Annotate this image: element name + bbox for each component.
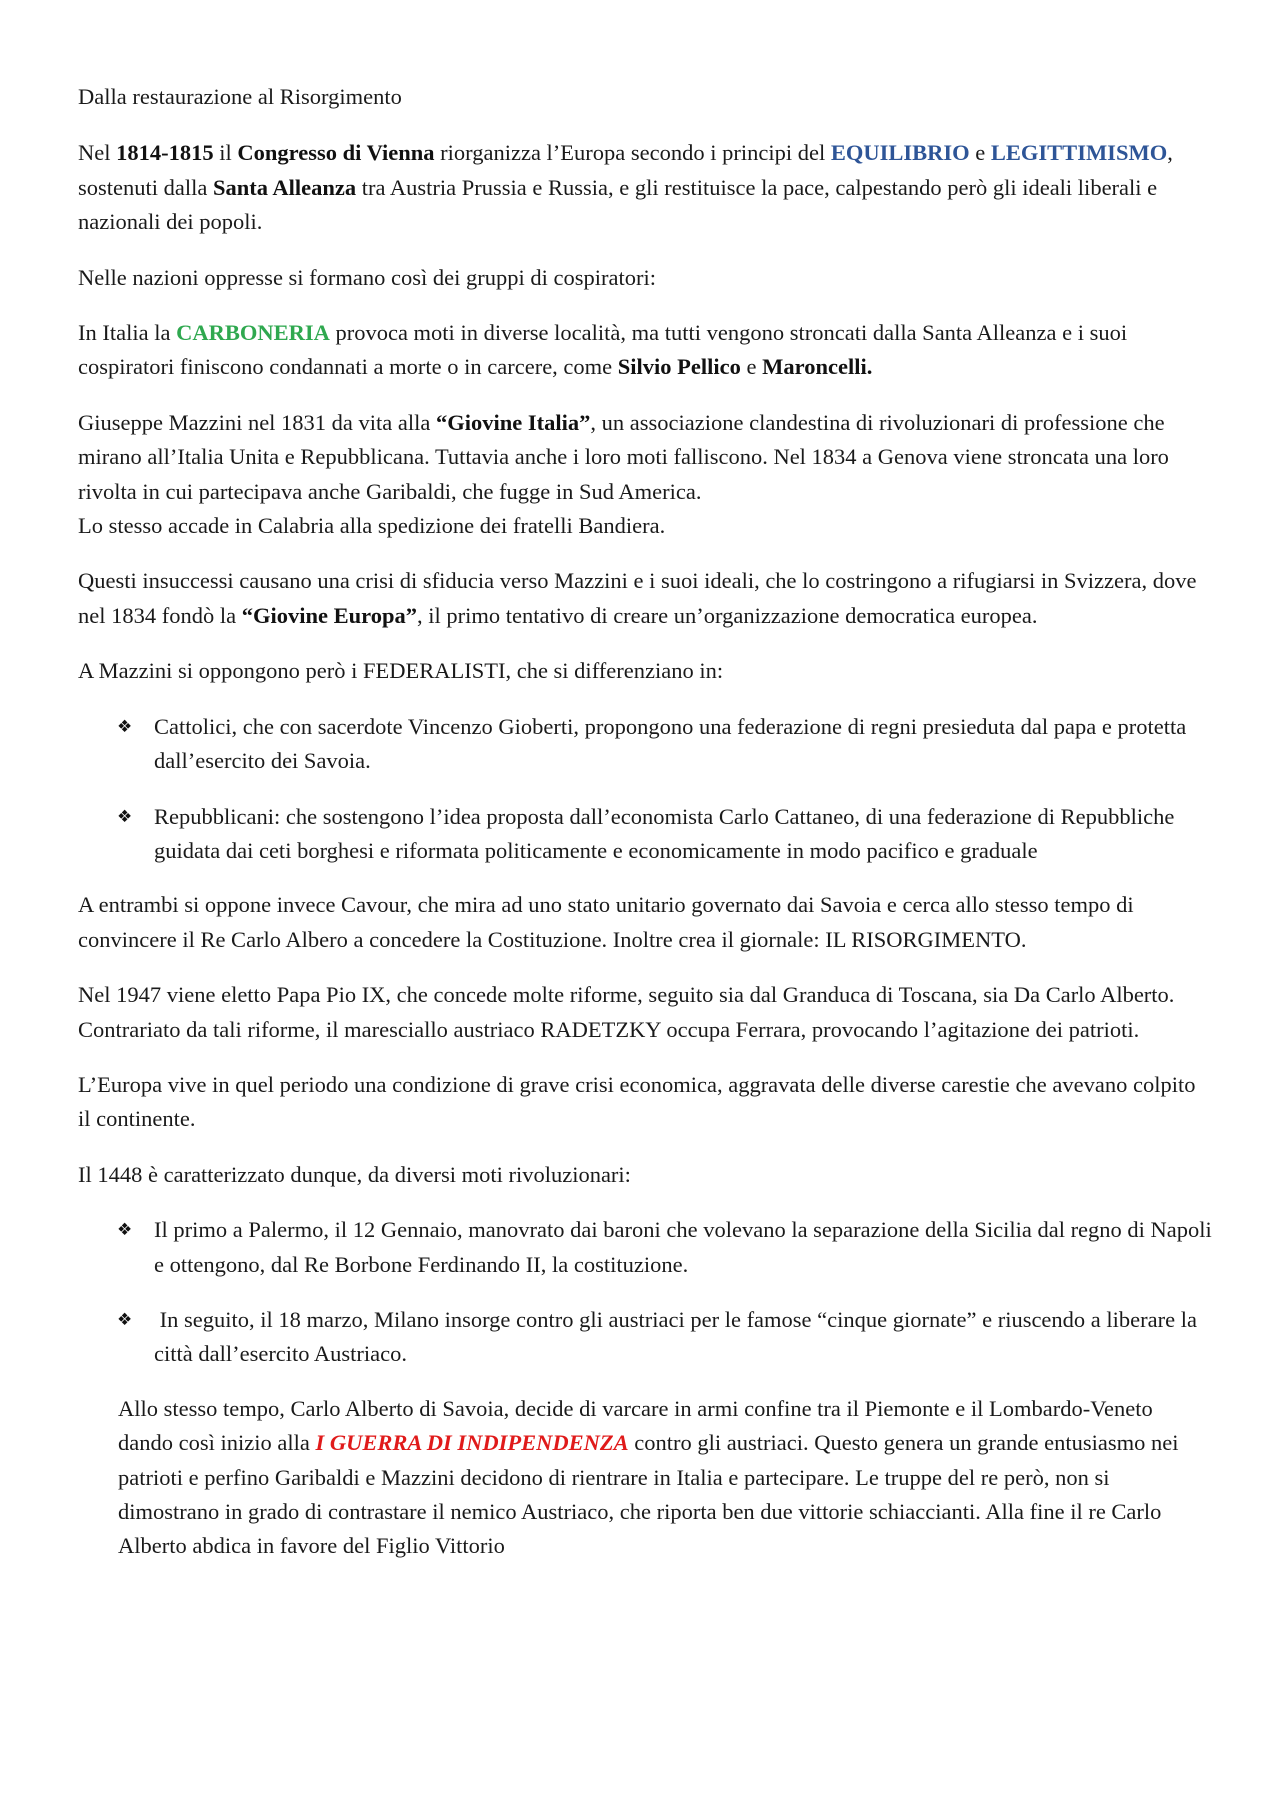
bold-giovine-europa: “Giovine Europa”: [241, 602, 417, 628]
text-run: e: [740, 354, 763, 380]
text-run: il: [213, 140, 238, 166]
text-run: provoca moti in diverse località, ma tutti vengono stroncati dalla Santa Alleanza e i suoi cospiratori finiscono condannati a morte o in carcere, come: [78, 320, 1128, 380]
text-run: Lo stesso accade in Calabria alla spedizione dei fratelli Bandiera.: [78, 513, 666, 539]
paragraph-guerra-indipendenza: [78, 1392, 1212, 1564]
text-run: tra Austria Prussia e Russia, e gli restituisce la pace, calpestando però gli ideali liberali e nazionali dei popoli.: [78, 174, 1158, 235]
paragraph-cospiratori: Nelle nazioni oppresse si formano così dei gruppi di cospiratori:: [78, 264, 656, 290]
text-run: e: [969, 140, 991, 166]
list-item-text: Il primo a Palermo, il 12 Gennaio, manovrato dai baroni che volevano la separazione della Sicilia dal regno di Napoli e ottengono, dal Re Borbone Ferdinando II, la costituzione.: [154, 1217, 1212, 1277]
paragraph-congresso-vienna: [78, 136, 1212, 239]
bold-dates: 1814-1815: [116, 140, 214, 166]
list-item: [117, 800, 1212, 869]
text-run: Allo stesso tempo, Carlo Alberto di Savoia, decide di varcare in armi confine tra il Piemonte e il Lombardo-Veneto dando così inizio alla: [118, 1395, 1153, 1456]
paragraph-carboneria: [78, 316, 1212, 385]
text-run: Nel: [78, 140, 117, 166]
text-run: , sostenuti dalla: [78, 140, 1173, 200]
list-item: [117, 710, 1212, 779]
text-run: contro gli austriaci. Questo genera un grande entusiasmo nei patrioti e perfino Garibaldi e Mazzini decidono di rientrare in Italia e partecipare. Le truppe del re però, non si dimostrano in grado di contrastare il nemico Austriaco, che riporta ben due vittorie schiaccianti. Alla fine il re Carlo Alberto abdica in favore del Figlio Vittorio: [118, 1430, 1179, 1559]
moti-list: [78, 1213, 1212, 1372]
federalisti-list: [78, 710, 1212, 869]
diamond-bullet-icon: ❖: [117, 1220, 133, 1241]
paragraph-pio-ix: Nel 1947 viene eletto Papa Pio IX, che concede molte riforme, seguito sia dal Granduca di Toscana, sia Da Carlo Alberto. Contrariato da tali riforme, il maresciallo austriaco RADETZKY occupa Ferrara, provocando l’agitazione dei patrioti.: [78, 982, 1175, 1042]
diamond-bullet-icon: ❖: [117, 806, 133, 827]
text-run: riorganizza l’Europa secondo i principi del: [434, 140, 831, 166]
text-run: Questi insuccessi causano una crisi di sfiducia verso Mazzini e i suoi ideali, che lo costringono a rifugiarsi in Svizzera, dove nel 1834 fondò la: [78, 568, 1197, 628]
list-item-text: In seguito, il 18 marzo, Milano insorge contro gli austriaci per le famose “cinque giornate” e riuscendo a liberare la città dall’esercito Austriaco.: [154, 1306, 1203, 1367]
bold-maroncelli: Maroncelli.: [762, 354, 873, 380]
bold-santa-alleanza: Santa Alleanza: [212, 174, 357, 200]
paragraph-cavour: A entrambi si oppone invece Cavour, che mira ad uno stato unitario governato dai Savoia e cerca allo stesso tempo di convincere il Re Carlo Albero a concedere la Costituzione. Inoltre crea il giornale: IL RISORGIMENTO.: [78, 892, 1134, 952]
highlight-legittimismo: LEGITTIMISMO: [990, 140, 1168, 166]
list-item-text: Cattolici, che con sacerdote Vincenzo Gioberti, propongono una federazione di regni presieduta dal papa e protetta dall’esercito dei Savoia.: [154, 713, 1187, 774]
bold-giovine-italia: “Giovine Italia”: [436, 409, 591, 435]
paragraph-giovine-italia: [78, 406, 1212, 544]
document-title: Dalla restaurazione al Risorgimento: [78, 84, 402, 109]
diamond-bullet-icon: ❖: [117, 1309, 133, 1330]
diamond-bullet-icon: ❖: [117, 716, 133, 737]
paragraph-crisi-economica: L’Europa vive in quel periodo una condizione di grave crisi economica, aggravata delle diverse carestie che avevano colpito il continente.: [78, 1071, 1196, 1132]
bold-congresso: Congresso di Vienna: [237, 140, 435, 166]
highlight-guerra-indipendenza: I GUERRA DI INDIPENDENZA: [315, 1430, 629, 1456]
text-run: , un associazione clandestina di rivoluzionari di professione che mirano all’Italia Unita e Repubblicana. Tuttavia anche i loro moti falliscono. Nel 1834 a Genova viene stroncata una loro rivolta in cui partecipava anche Garibaldi, che fugge in Sud America.: [78, 409, 1169, 504]
text-run: In Italia la: [78, 320, 177, 346]
list-item: [117, 1213, 1212, 1282]
text-run: , il primo tentativo di creare un’organizzazione democratica europea.: [416, 602, 1038, 628]
list-item: [117, 1303, 1212, 1372]
paragraph-federalisti: A Mazzini si oppongono però i FEDERALISTI, che si differenziano in:: [78, 658, 724, 684]
highlight-carboneria: CARBONERIA: [176, 320, 330, 346]
list-item-text: Repubblicani: che sostengono l’idea proposta dall’economista Carlo Cattaneo, di una federazione di Repubbliche guidata dai ceti borghesi e riformata politicamente e economicamente in modo pacifico e graduale: [154, 803, 1175, 863]
paragraph-moti-rivoluzionari: Il 1448 è caratterizzato dunque, da diversi moti rivoluzionari:: [78, 1161, 631, 1187]
text-run: Giuseppe Mazzini nel 1831 da vita alla: [78, 409, 437, 435]
highlight-equilibrio: EQUILIBRIO: [830, 140, 970, 166]
paragraph-giovine-europa: [78, 564, 1212, 633]
bold-silvio-pellico: Silvio Pellico: [617, 354, 741, 380]
